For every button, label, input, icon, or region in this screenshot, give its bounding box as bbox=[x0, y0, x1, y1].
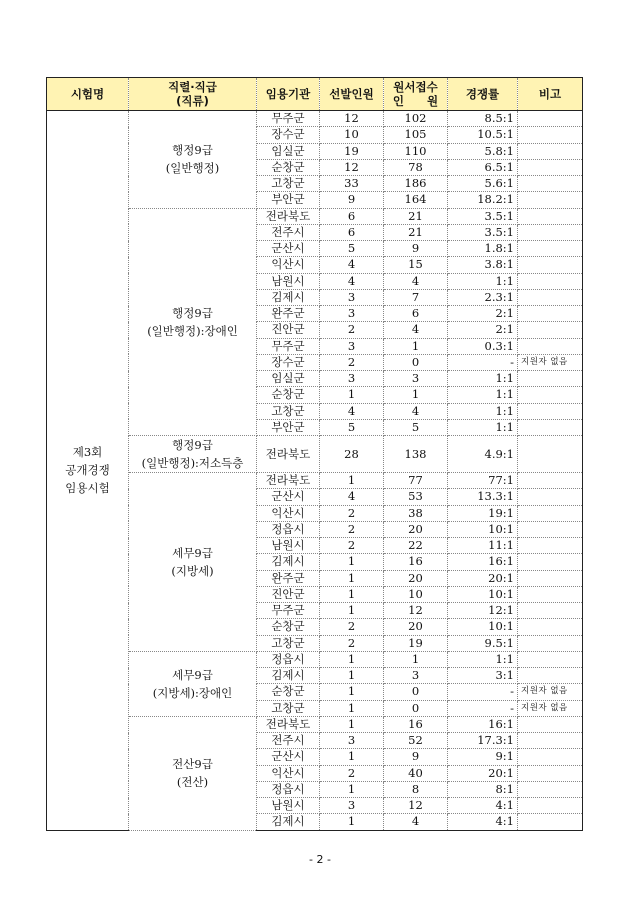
quota-cell: 1 bbox=[320, 684, 384, 700]
note-cell bbox=[518, 111, 583, 127]
agency-cell: 부안군 bbox=[257, 192, 320, 208]
quota-cell: 4 bbox=[320, 257, 384, 273]
applicants-cell: 16 bbox=[384, 716, 448, 732]
ratio-cell: - bbox=[448, 700, 518, 716]
header-org: 임용기관 bbox=[257, 78, 320, 111]
job-category-line: (일반행정):저소득층 bbox=[141, 456, 244, 470]
ratio-cell: 8:1 bbox=[448, 781, 518, 797]
agency-cell: 고창군 bbox=[257, 403, 320, 419]
applicants-cell: 186 bbox=[384, 176, 448, 192]
ratio-cell: - bbox=[448, 354, 518, 370]
agency-cell: 익산시 bbox=[257, 257, 320, 273]
quota-cell: 2 bbox=[320, 505, 384, 521]
quota-cell: 1 bbox=[320, 781, 384, 797]
ratio-cell: 1.8:1 bbox=[448, 241, 518, 257]
applicants-cell: 1 bbox=[384, 387, 448, 403]
exam-name-line: 공개경쟁 bbox=[65, 463, 110, 478]
quota-cell: 1 bbox=[320, 814, 384, 830]
quota-cell: 12 bbox=[320, 159, 384, 175]
note-cell bbox=[518, 538, 583, 554]
applicants-cell: 12 bbox=[384, 603, 448, 619]
agency-cell: 김제시 bbox=[257, 554, 320, 570]
note-cell bbox=[518, 143, 583, 159]
note-cell bbox=[518, 159, 583, 175]
ratio-cell: 10:1 bbox=[448, 619, 518, 635]
agency-cell: 무주군 bbox=[257, 111, 320, 127]
applicants-cell: 0 bbox=[384, 684, 448, 700]
ratio-cell: 2:1 bbox=[448, 306, 518, 322]
note-cell bbox=[518, 224, 583, 240]
applicants-cell: 6 bbox=[384, 306, 448, 322]
quota-cell: 4 bbox=[320, 273, 384, 289]
job-category-line: (전산) bbox=[176, 775, 209, 790]
agency-cell: 남원시 bbox=[257, 538, 320, 554]
quota-cell: 1 bbox=[320, 700, 384, 716]
header-row bbox=[47, 78, 583, 111]
agency-cell: 익산시 bbox=[257, 765, 320, 781]
quota-cell: 4 bbox=[320, 489, 384, 505]
applicants-cell: 52 bbox=[384, 733, 448, 749]
quota-cell: 3 bbox=[320, 289, 384, 305]
quota-cell: 2 bbox=[320, 765, 384, 781]
agency-cell: 무주군 bbox=[257, 603, 320, 619]
quota-cell: 1 bbox=[320, 570, 384, 586]
job-category-line: 세무9급 bbox=[172, 545, 213, 560]
ratio-cell: 2.3:1 bbox=[448, 289, 518, 305]
ratio-cell: 16:1 bbox=[448, 554, 518, 570]
agency-cell: 전라북도 bbox=[257, 208, 320, 224]
note-cell bbox=[518, 387, 583, 403]
header-job-line2: (직류) bbox=[176, 94, 209, 108]
agency-cell: 장수군 bbox=[257, 354, 320, 370]
applicants-cell: 12 bbox=[384, 798, 448, 814]
applicants-cell: 9 bbox=[384, 241, 448, 257]
job-category-line: 행정9급 bbox=[172, 305, 213, 320]
quota-cell: 1 bbox=[320, 387, 384, 403]
note-cell bbox=[518, 306, 583, 322]
ratio-cell: 4.9:1 bbox=[448, 436, 518, 473]
applicants-cell: 21 bbox=[384, 224, 448, 240]
ratio-cell: 18.2:1 bbox=[448, 192, 518, 208]
quota-cell: 1 bbox=[320, 651, 384, 667]
ratio-cell: 9:1 bbox=[448, 749, 518, 765]
note-cell bbox=[518, 749, 583, 765]
header-applicants-line1: 원서접수 bbox=[393, 80, 438, 94]
agency-cell: 군산시 bbox=[257, 241, 320, 257]
agency-cell: 진안군 bbox=[257, 322, 320, 338]
applicants-cell: 164 bbox=[384, 192, 448, 208]
quota-cell: 3 bbox=[320, 338, 384, 354]
applicants-cell: 105 bbox=[384, 127, 448, 143]
applicants-cell: 10 bbox=[384, 586, 448, 602]
note-cell bbox=[518, 208, 583, 224]
exam-name-line: 임용시험 bbox=[65, 481, 110, 496]
applicants-cell: 15 bbox=[384, 257, 448, 273]
note-cell bbox=[518, 733, 583, 749]
agency-cell: 장수군 bbox=[257, 127, 320, 143]
header-quota: 선발인원 bbox=[320, 78, 384, 111]
note-cell bbox=[518, 289, 583, 305]
agency-cell: 순창군 bbox=[257, 684, 320, 700]
ratio-cell: 0.3:1 bbox=[448, 338, 518, 354]
quota-cell: 1 bbox=[320, 749, 384, 765]
ratio-cell: 1:1 bbox=[448, 273, 518, 289]
applicants-cell: 0 bbox=[384, 354, 448, 370]
agency-cell: 군산시 bbox=[257, 489, 320, 505]
page-number: - 2 - bbox=[309, 853, 331, 866]
note-cell bbox=[518, 668, 583, 684]
note-cell bbox=[518, 505, 583, 521]
note-cell bbox=[518, 798, 583, 814]
ratio-cell: 3:1 bbox=[448, 668, 518, 684]
ratio-cell: 5.6:1 bbox=[448, 176, 518, 192]
note-cell bbox=[518, 338, 583, 354]
ratio-cell: 1:1 bbox=[448, 651, 518, 667]
ratio-cell: 12:1 bbox=[448, 603, 518, 619]
note-cell bbox=[518, 436, 583, 473]
header-note: 비고 bbox=[518, 78, 583, 111]
applicants-cell: 38 bbox=[384, 505, 448, 521]
table-body bbox=[47, 111, 583, 831]
ratio-cell: 5.8:1 bbox=[448, 143, 518, 159]
job-category-cell bbox=[129, 208, 257, 436]
quota-cell: 6 bbox=[320, 224, 384, 240]
header-job-line1: 직렬·직급 bbox=[168, 80, 217, 94]
agency-cell: 무주군 bbox=[257, 338, 320, 354]
applicants-cell: 78 bbox=[384, 159, 448, 175]
quota-cell: 12 bbox=[320, 111, 384, 127]
note-cell bbox=[518, 176, 583, 192]
agency-cell: 고창군 bbox=[257, 700, 320, 716]
quota-cell: 10 bbox=[320, 127, 384, 143]
note-cell bbox=[518, 521, 583, 537]
applicants-cell: 1 bbox=[384, 651, 448, 667]
note-cell bbox=[518, 419, 583, 435]
agency-cell: 임실군 bbox=[257, 143, 320, 159]
applicants-cell: 5 bbox=[384, 419, 448, 435]
note-cell bbox=[518, 127, 583, 143]
ratio-cell: 4:1 bbox=[448, 814, 518, 830]
quota-cell: 1 bbox=[320, 716, 384, 732]
applicants-cell: 1 bbox=[384, 338, 448, 354]
applicants-cell: 40 bbox=[384, 765, 448, 781]
table-row bbox=[47, 111, 583, 127]
agency-cell: 완주군 bbox=[257, 570, 320, 586]
applicants-cell: 0 bbox=[384, 700, 448, 716]
applicants-cell: 110 bbox=[384, 143, 448, 159]
note-cell bbox=[518, 570, 583, 586]
note-cell bbox=[518, 586, 583, 602]
ratio-cell: 1:1 bbox=[448, 387, 518, 403]
applicants-cell: 102 bbox=[384, 111, 448, 127]
agency-cell: 익산시 bbox=[257, 505, 320, 521]
quota-cell: 1 bbox=[320, 668, 384, 684]
applicants-cell: 22 bbox=[384, 538, 448, 554]
job-category-cell bbox=[129, 111, 257, 209]
ratio-cell: 20:1 bbox=[448, 570, 518, 586]
agency-cell: 순창군 bbox=[257, 159, 320, 175]
applicants-cell: 9 bbox=[384, 749, 448, 765]
applicants-cell: 21 bbox=[384, 208, 448, 224]
agency-cell: 전라북도 bbox=[257, 716, 320, 732]
agency-cell: 김제시 bbox=[257, 668, 320, 684]
note-cell: 지원자 없음 bbox=[518, 354, 583, 370]
quota-cell: 1 bbox=[320, 473, 384, 489]
job-category-line: (지방세) bbox=[171, 563, 214, 578]
job-category-line: (일반행정):장애인 bbox=[147, 323, 238, 338]
agency-cell: 김제시 bbox=[257, 814, 320, 830]
ratio-cell: 11:1 bbox=[448, 538, 518, 554]
job-category-line: 행정9급 bbox=[172, 438, 213, 452]
job-category-line: 행정9급 bbox=[172, 143, 213, 158]
job-category-cell bbox=[129, 651, 257, 716]
job-category-line: (일반행정) bbox=[165, 161, 220, 176]
note-cell bbox=[518, 603, 583, 619]
applicants-cell: 3 bbox=[384, 668, 448, 684]
applicants-cell: 20 bbox=[384, 570, 448, 586]
applicants-cell: 8 bbox=[384, 781, 448, 797]
quota-cell: 33 bbox=[320, 176, 384, 192]
job-category-cell bbox=[129, 473, 257, 652]
agency-cell: 남원시 bbox=[257, 798, 320, 814]
ratio-cell: 3.5:1 bbox=[448, 208, 518, 224]
note-cell bbox=[518, 273, 583, 289]
quota-cell: 2 bbox=[320, 354, 384, 370]
quota-cell: 9 bbox=[320, 192, 384, 208]
quota-cell: 2 bbox=[320, 538, 384, 554]
agency-cell: 전라북도 bbox=[257, 436, 320, 473]
agency-cell: 남원시 bbox=[257, 273, 320, 289]
ratio-cell: 8.5:1 bbox=[448, 111, 518, 127]
quota-cell: 3 bbox=[320, 798, 384, 814]
applicants-cell: 4 bbox=[384, 322, 448, 338]
agency-cell: 고창군 bbox=[257, 635, 320, 651]
note-cell bbox=[518, 619, 583, 635]
header-exam: 시험명 bbox=[47, 78, 129, 111]
ratio-cell: 16:1 bbox=[448, 716, 518, 732]
header-ratio: 경쟁률 bbox=[448, 78, 518, 111]
quota-cell: 3 bbox=[320, 371, 384, 387]
ratio-cell: 17.3:1 bbox=[448, 733, 518, 749]
header-job bbox=[129, 78, 257, 111]
ratio-cell: 2:1 bbox=[448, 322, 518, 338]
agency-cell: 전주시 bbox=[257, 224, 320, 240]
note-cell bbox=[518, 651, 583, 667]
agency-cell: 진안군 bbox=[257, 586, 320, 602]
note-cell: 지원자 없음 bbox=[518, 700, 583, 716]
quota-cell: 2 bbox=[320, 521, 384, 537]
quota-cell: 6 bbox=[320, 208, 384, 224]
applicants-cell: 77 bbox=[384, 473, 448, 489]
quota-cell: 3 bbox=[320, 306, 384, 322]
quota-cell: 2 bbox=[320, 635, 384, 651]
note-cell bbox=[518, 371, 583, 387]
note-cell bbox=[518, 192, 583, 208]
quota-cell: 28 bbox=[320, 436, 384, 473]
quota-cell: 5 bbox=[320, 419, 384, 435]
note-cell bbox=[518, 765, 583, 781]
note-cell bbox=[518, 489, 583, 505]
ratio-cell: 13.3:1 bbox=[448, 489, 518, 505]
ratio-cell: 10:1 bbox=[448, 521, 518, 537]
recruitment-table bbox=[46, 77, 583, 831]
agency-cell: 완주군 bbox=[257, 306, 320, 322]
note-cell bbox=[518, 322, 583, 338]
ratio-cell: 10:1 bbox=[448, 586, 518, 602]
ratio-cell: 3.8:1 bbox=[448, 257, 518, 273]
applicants-cell: 3 bbox=[384, 371, 448, 387]
agency-cell: 임실군 bbox=[257, 371, 320, 387]
applicants-cell: 19 bbox=[384, 635, 448, 651]
applicants-cell: 4 bbox=[384, 403, 448, 419]
header-applicants bbox=[384, 78, 448, 111]
ratio-cell: 19:1 bbox=[448, 505, 518, 521]
quota-cell: 3 bbox=[320, 733, 384, 749]
agency-cell: 정읍시 bbox=[257, 521, 320, 537]
header-applicants-line2: 인 원 bbox=[392, 94, 439, 108]
note-cell bbox=[518, 814, 583, 830]
applicants-cell: 138 bbox=[384, 436, 448, 473]
job-category-line: 세무9급 bbox=[172, 667, 213, 682]
note-cell: 지원자 없음 bbox=[518, 684, 583, 700]
agency-cell: 김제시 bbox=[257, 289, 320, 305]
ratio-cell: 6.5:1 bbox=[448, 159, 518, 175]
agency-cell: 부안군 bbox=[257, 419, 320, 435]
quota-cell: 1 bbox=[320, 554, 384, 570]
job-category-cell bbox=[129, 436, 257, 473]
agency-cell: 정읍시 bbox=[257, 651, 320, 667]
ratio-cell: 3.5:1 bbox=[448, 224, 518, 240]
applicants-cell: 7 bbox=[384, 289, 448, 305]
quota-cell: 2 bbox=[320, 619, 384, 635]
applicants-cell: 4 bbox=[384, 273, 448, 289]
agency-cell: 전라북도 bbox=[257, 473, 320, 489]
note-cell bbox=[518, 403, 583, 419]
quota-cell: 1 bbox=[320, 603, 384, 619]
ratio-cell: 1:1 bbox=[448, 419, 518, 435]
agency-cell: 순창군 bbox=[257, 387, 320, 403]
note-cell bbox=[518, 554, 583, 570]
note-cell bbox=[518, 473, 583, 489]
applicants-cell: 53 bbox=[384, 489, 448, 505]
ratio-cell: 4:1 bbox=[448, 798, 518, 814]
applicants-cell: 4 bbox=[384, 814, 448, 830]
note-cell bbox=[518, 241, 583, 257]
quota-cell: 2 bbox=[320, 322, 384, 338]
ratio-cell: 9.5:1 bbox=[448, 635, 518, 651]
exam-name-line: 제3회 bbox=[72, 445, 103, 460]
note-cell bbox=[518, 635, 583, 651]
job-category-line: (지방세):장애인 bbox=[152, 685, 233, 700]
note-cell bbox=[518, 257, 583, 273]
job-category-line: 전산9급 bbox=[172, 757, 213, 772]
quota-cell: 1 bbox=[320, 586, 384, 602]
applicants-cell: 20 bbox=[384, 619, 448, 635]
agency-cell: 순창군 bbox=[257, 619, 320, 635]
ratio-cell: 10.5:1 bbox=[448, 127, 518, 143]
note-cell bbox=[518, 781, 583, 797]
ratio-cell: 20:1 bbox=[448, 765, 518, 781]
quota-cell: 19 bbox=[320, 143, 384, 159]
note-cell bbox=[518, 716, 583, 732]
job-category-cell bbox=[129, 716, 257, 830]
quota-cell: 5 bbox=[320, 241, 384, 257]
ratio-cell: 77:1 bbox=[448, 473, 518, 489]
ratio-cell: 1:1 bbox=[448, 371, 518, 387]
quota-cell: 4 bbox=[320, 403, 384, 419]
ratio-cell: 1:1 bbox=[448, 403, 518, 419]
agency-cell: 정읍시 bbox=[257, 781, 320, 797]
agency-cell: 전주시 bbox=[257, 733, 320, 749]
ratio-cell: - bbox=[448, 684, 518, 700]
agency-cell: 군산시 bbox=[257, 749, 320, 765]
applicants-cell: 16 bbox=[384, 554, 448, 570]
agency-cell: 고창군 bbox=[257, 176, 320, 192]
exam-name-cell bbox=[47, 111, 129, 831]
applicants-cell: 20 bbox=[384, 521, 448, 537]
